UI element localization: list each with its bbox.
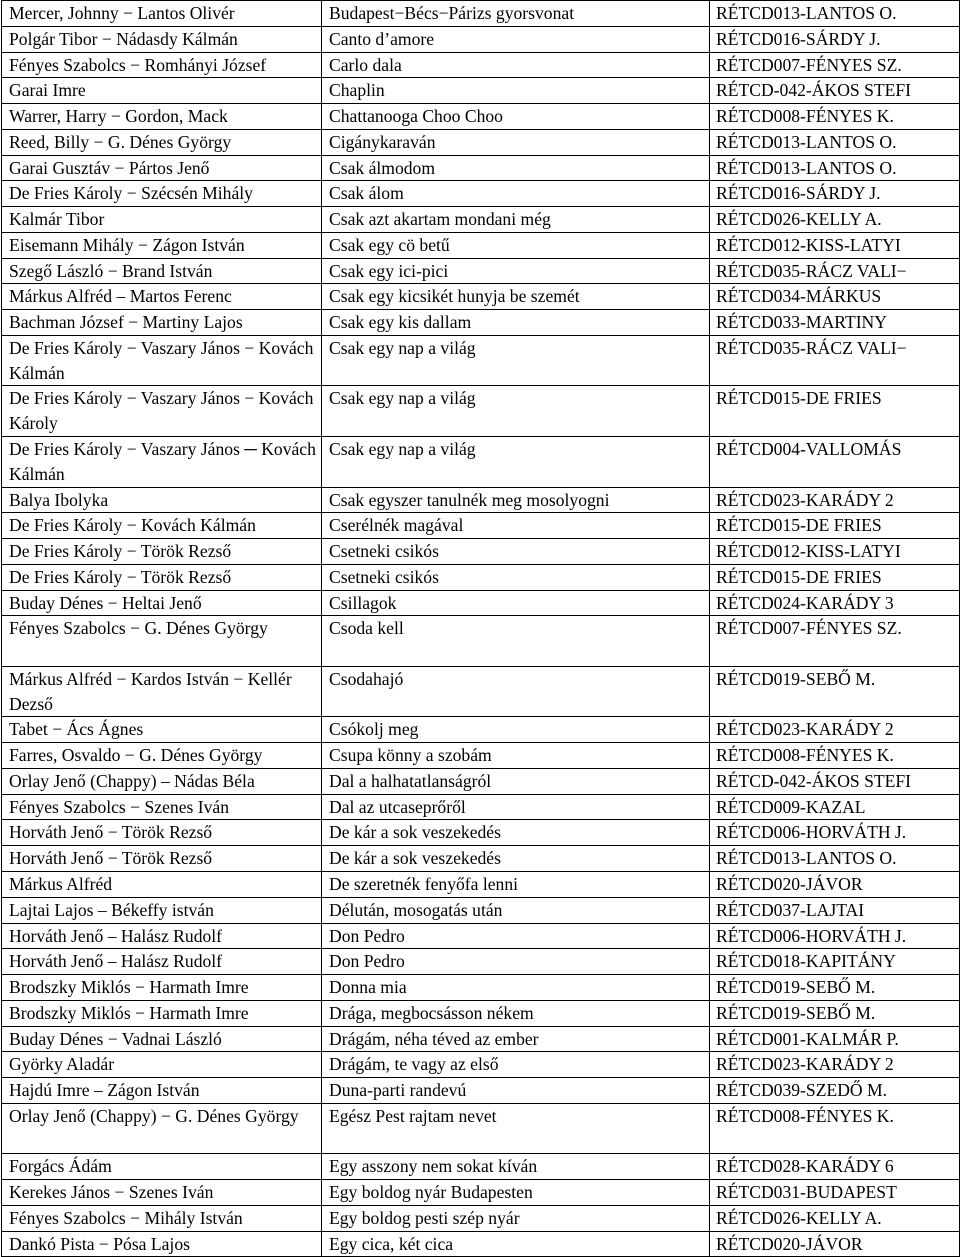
table-row [2,52,960,78]
table-row [2,284,960,310]
table-row [2,564,960,590]
table-row [2,1078,960,1104]
performers-cell: Fényes Szabolcs − G. Dénes György [2,616,322,667]
performers-cell: Fényes Szabolcs − Romhányi József [2,52,322,78]
table-row [2,335,960,386]
table-row [2,487,960,513]
cd-code-cell: RÉTCD008-FÉNYES K. [710,1103,960,1154]
table-row [2,616,960,667]
performers-cell: De Fries Károly − Török Rezső [2,564,322,590]
performers-cell: Szegő László − Brand István [2,258,322,284]
cd-code-cell: RÉTCD039-SZEDŐ M. [710,1078,960,1104]
song-title-cell: Duna-parti randevú [322,1078,710,1104]
performers-cell: Horváth Jenő − Török Rezső [2,820,322,846]
table-row [2,717,960,743]
table-row [2,1231,960,1257]
performers-cell: Bachman József − Martiny Lajos [2,310,322,336]
song-title-cell: Egész Pest rajtam nevet [322,1103,710,1154]
table-row [2,310,960,336]
performers-cell: Buday Dénes − Heltai Jenő [2,590,322,616]
song-title-cell: De kár a sok veszekedés [322,820,710,846]
table-row [2,1180,960,1206]
performers-cell: Kerekes János − Szenes Iván [2,1180,322,1206]
song-title-cell: Csodahajó [322,666,710,717]
table-row [2,949,960,975]
cd-code-cell: RÉTCD012-KISS-LATYI [710,232,960,258]
song-title-cell: De kár a sok veszekedés [322,846,710,872]
song-title-cell: Csak egyszer tanulnék meg mosolyogni [322,487,710,513]
cd-code-cell: RÉTCD026-KELLY A. [710,207,960,233]
cd-code-cell: RÉTCD013-LANTOS O. [710,155,960,181]
performers-cell: Hajdú Imre – Zágon István [2,1078,322,1104]
performers-cell: Brodszky Miklós − Harmath Imre [2,1000,322,1026]
table-row [2,1,960,27]
cd-code-cell: RÉTCD004-VALLOMÁS [710,437,960,488]
table-row [2,232,960,258]
song-title-cell: Don Pedro [322,949,710,975]
performers-cell: Fényes Szabolcs − Mihály István [2,1205,322,1231]
song-title-cell: Don Pedro [322,923,710,949]
table-row [2,846,960,872]
cd-code-cell: RÉTCD023-KARÁDY 2 [710,717,960,743]
performers-cell: Mercer, Johnny − Lantos Olivér [2,1,322,27]
cd-code-cell: RÉTCD007-FÉNYES SZ. [710,52,960,78]
song-title-cell: Egy asszony nem sokat kíván [322,1154,710,1180]
song-title-cell: Csak egy nap a világ [322,335,710,386]
song-title-cell: Chaplin [322,78,710,104]
table-row [2,820,960,846]
performers-cell: Eisemann Mihály − Zágon István [2,232,322,258]
song-title-cell: Drágám, te vagy az első [322,1052,710,1078]
song-title-cell: Budapest−Bécs−Párizs gyorsvonat [322,1,710,27]
song-title-cell: Egy boldog nyár Budapesten [322,1180,710,1206]
table-row [2,181,960,207]
performers-cell: Brodszky Miklós − Harmath Imre [2,975,322,1001]
song-title-cell: Drága, megbocsásson nékem [322,1000,710,1026]
table-row [2,975,960,1001]
song-title-cell: Canto d’amore [322,26,710,52]
cd-code-cell: RÉTCD007-FÉNYES SZ. [710,616,960,667]
performers-cell: Garai Gusztáv − Pártos Jenő [2,155,322,181]
cd-code-cell: RÉTCD019-SEBŐ M. [710,975,960,1001]
table-row [2,1052,960,1078]
cd-code-cell: RÉTCD013-LANTOS O. [710,1,960,27]
cd-code-cell: RÉTCD026-KELLY A. [710,1205,960,1231]
cd-code-cell: RÉTCD019-SEBŐ M. [710,666,960,717]
performers-cell: De Fries Károly − Vaszary János − Kovách Károly [2,386,322,437]
song-title-cell: Csoda kell [322,616,710,667]
performers-cell: Balya Ibolyka [2,487,322,513]
song-title-cell: Csak egy kis dallam [322,310,710,336]
song-title-cell: Csak álom [322,181,710,207]
song-title-cell: Csókolj meg [322,717,710,743]
cd-code-cell: RÉTCD013-LANTOS O. [710,846,960,872]
table-row [2,743,960,769]
cd-code-cell: RÉTCD020-JÁVOR [710,872,960,898]
table-row [2,590,960,616]
song-title-cell: Csak azt akartam mondani még [322,207,710,233]
song-title-cell: Dal a halhatatlanságról [322,768,710,794]
cd-code-cell: RÉTCD013-LANTOS O. [710,129,960,155]
performers-cell: Márkus Alfréd – Martos Ferenc [2,284,322,310]
cd-code-cell: RÉTCD033-MARTINY [710,310,960,336]
cd-code-cell: RÉTCD035-RÁCZ VALI− [710,258,960,284]
song-title-cell: Egy cica, két cica [322,1231,710,1257]
table-row [2,513,960,539]
song-title-cell: Csak egy ici-pici [322,258,710,284]
cd-code-cell: RÉTCD006-HORVÁTH J. [710,820,960,846]
performers-cell: De Fries Károly − Kovách Kálmán [2,513,322,539]
song-title-cell: Carlo dala [322,52,710,78]
cd-code-cell: RÉTCD008-FÉNYES K. [710,104,960,130]
cd-code-cell: RÉTCD006-HORVÁTH J. [710,923,960,949]
cd-code-cell: RÉTCD024-KARÁDY 3 [710,590,960,616]
performers-cell: Márkus Alfréd [2,872,322,898]
song-title-cell: Csak álmodom [322,155,710,181]
table-row [2,1000,960,1026]
song-title-cell: Drágám, néha téved az ember [322,1026,710,1052]
table-row [2,207,960,233]
performers-cell: Buday Dénes − Vadnai László [2,1026,322,1052]
cd-code-cell: RÉTCD028-KARÁDY 6 [710,1154,960,1180]
table-row [2,872,960,898]
table-row [2,386,960,437]
cd-code-cell: RÉTCD015-DE FRIES [710,513,960,539]
song-title-cell: Csak egy kicsikét hunyja be szemét [322,284,710,310]
cd-code-cell: RÉTCD016-SÁRDY J. [710,26,960,52]
cd-code-cell: RÉTCD035-RÁCZ VALI− [710,335,960,386]
performers-cell: De Fries Károly − Török Rezső [2,539,322,565]
performers-cell: Tabet − Ács Ágnes [2,717,322,743]
cd-code-cell: RÉTCD018-KAPITÁNY [710,949,960,975]
cd-code-cell: RÉTCD015-DE FRIES [710,386,960,437]
song-title-cell: De szeretnék fenyőfa lenni [322,872,710,898]
song-title-cell: Csetneki csikós [322,539,710,565]
cd-code-cell: RÉTCD016-SÁRDY J. [710,181,960,207]
table-row [2,1205,960,1231]
table-row [2,437,960,488]
table-row [2,1026,960,1052]
cd-code-cell: RÉTCD023-KARÁDY 2 [710,487,960,513]
song-title-cell: Csupa könny a szobám [322,743,710,769]
cd-code-cell: RÉTCD008-FÉNYES K. [710,743,960,769]
cd-code-cell: RÉTCD015-DE FRIES [710,564,960,590]
performers-cell: De Fries Károly − Szécsén Mihály [2,181,322,207]
table-row [2,539,960,565]
performers-cell: Reed, Billy − G. Dénes György [2,129,322,155]
cd-code-cell: RÉTCD023-KARÁDY 2 [710,1052,960,1078]
performers-cell: Orlay Jenő (Chappy) − G. Dénes György [2,1103,322,1154]
performers-cell: Farres, Osvaldo − G. Dénes György [2,743,322,769]
performers-cell: Forgács Ádám [2,1154,322,1180]
song-title-cell: Cserélnék magával [322,513,710,539]
table-row [2,104,960,130]
song-title-cell: Csak egy cö betű [322,232,710,258]
performers-cell: Kalmár Tibor [2,207,322,233]
table-row [2,794,960,820]
table-row [2,666,960,717]
performers-cell: Dankó Pista − Pósa Lajos [2,1231,322,1257]
table-row [2,26,960,52]
performers-cell: Warrer, Harry − Gordon, Mack [2,104,322,130]
song-title-cell: Délután, mosogatás után [322,897,710,923]
cd-code-cell: RÉTCD009-KAZAL [710,794,960,820]
performers-cell: Garai Imre [2,78,322,104]
table-row [2,768,960,794]
performers-cell: Polgár Tibor − Nádasdy Kálmán [2,26,322,52]
performers-cell: Fényes Szabolcs − Szenes Iván [2,794,322,820]
table-row [2,155,960,181]
cd-code-cell: RÉTCD019-SEBŐ M. [710,1000,960,1026]
song-title-cell: Csak egy nap a világ [322,437,710,488]
performers-cell: Horváth Jenő – Halász Rudolf [2,923,322,949]
performers-cell: De Fries Károly − Vaszary János − Kovách Kálmán [2,335,322,386]
table-row [2,129,960,155]
cd-code-cell: RÉTCD001-KALMÁR P. [710,1026,960,1052]
table-row [2,1154,960,1180]
table-row [2,897,960,923]
song-title-cell: Csetneki csikós [322,564,710,590]
performers-cell: Horváth Jenő − Török Rezső [2,846,322,872]
performers-cell: Györky Aladár [2,1052,322,1078]
performers-cell: De Fries Károly − Vaszary János ─ Kovách Kálmán [2,437,322,488]
cd-code-cell: RÉTCD-042-ÁKOS STEFI [710,768,960,794]
table-row [2,1103,960,1154]
performers-cell: Lajtai Lajos – Békeffy istván [2,897,322,923]
table-row [2,258,960,284]
cd-code-cell: RÉTCD-042-ÁKOS STEFI [710,78,960,104]
table-row [2,78,960,104]
song-list-table [1,0,960,1257]
song-title-cell: Egy boldog pesti szép nyár [322,1205,710,1231]
song-title-cell: Csak egy nap a világ [322,386,710,437]
cd-code-cell: RÉTCD031-BUDAPEST [710,1180,960,1206]
song-title-cell: Dal az utcaseprőről [322,794,710,820]
performers-cell: Orlay Jenő (Chappy) – Nádas Béla [2,768,322,794]
cd-code-cell: RÉTCD034-MÁRKUS [710,284,960,310]
song-title-cell: Cigánykaraván [322,129,710,155]
song-title-cell: Csillagok [322,590,710,616]
performers-cell: Márkus Alfréd − Kardos István − Kellér Dezső [2,666,322,717]
cd-code-cell: RÉTCD037-LAJTAI [710,897,960,923]
song-list-body [2,1,960,1257]
cd-code-cell: RÉTCD020-JÁVOR [710,1231,960,1257]
cd-code-cell: RÉTCD012-KISS-LATYI [710,539,960,565]
song-title-cell: Donna mia [322,975,710,1001]
performers-cell: Horváth Jenő – Halász Rudolf [2,949,322,975]
table-row [2,923,960,949]
song-title-cell: Chattanooga Choo Choo [322,104,710,130]
